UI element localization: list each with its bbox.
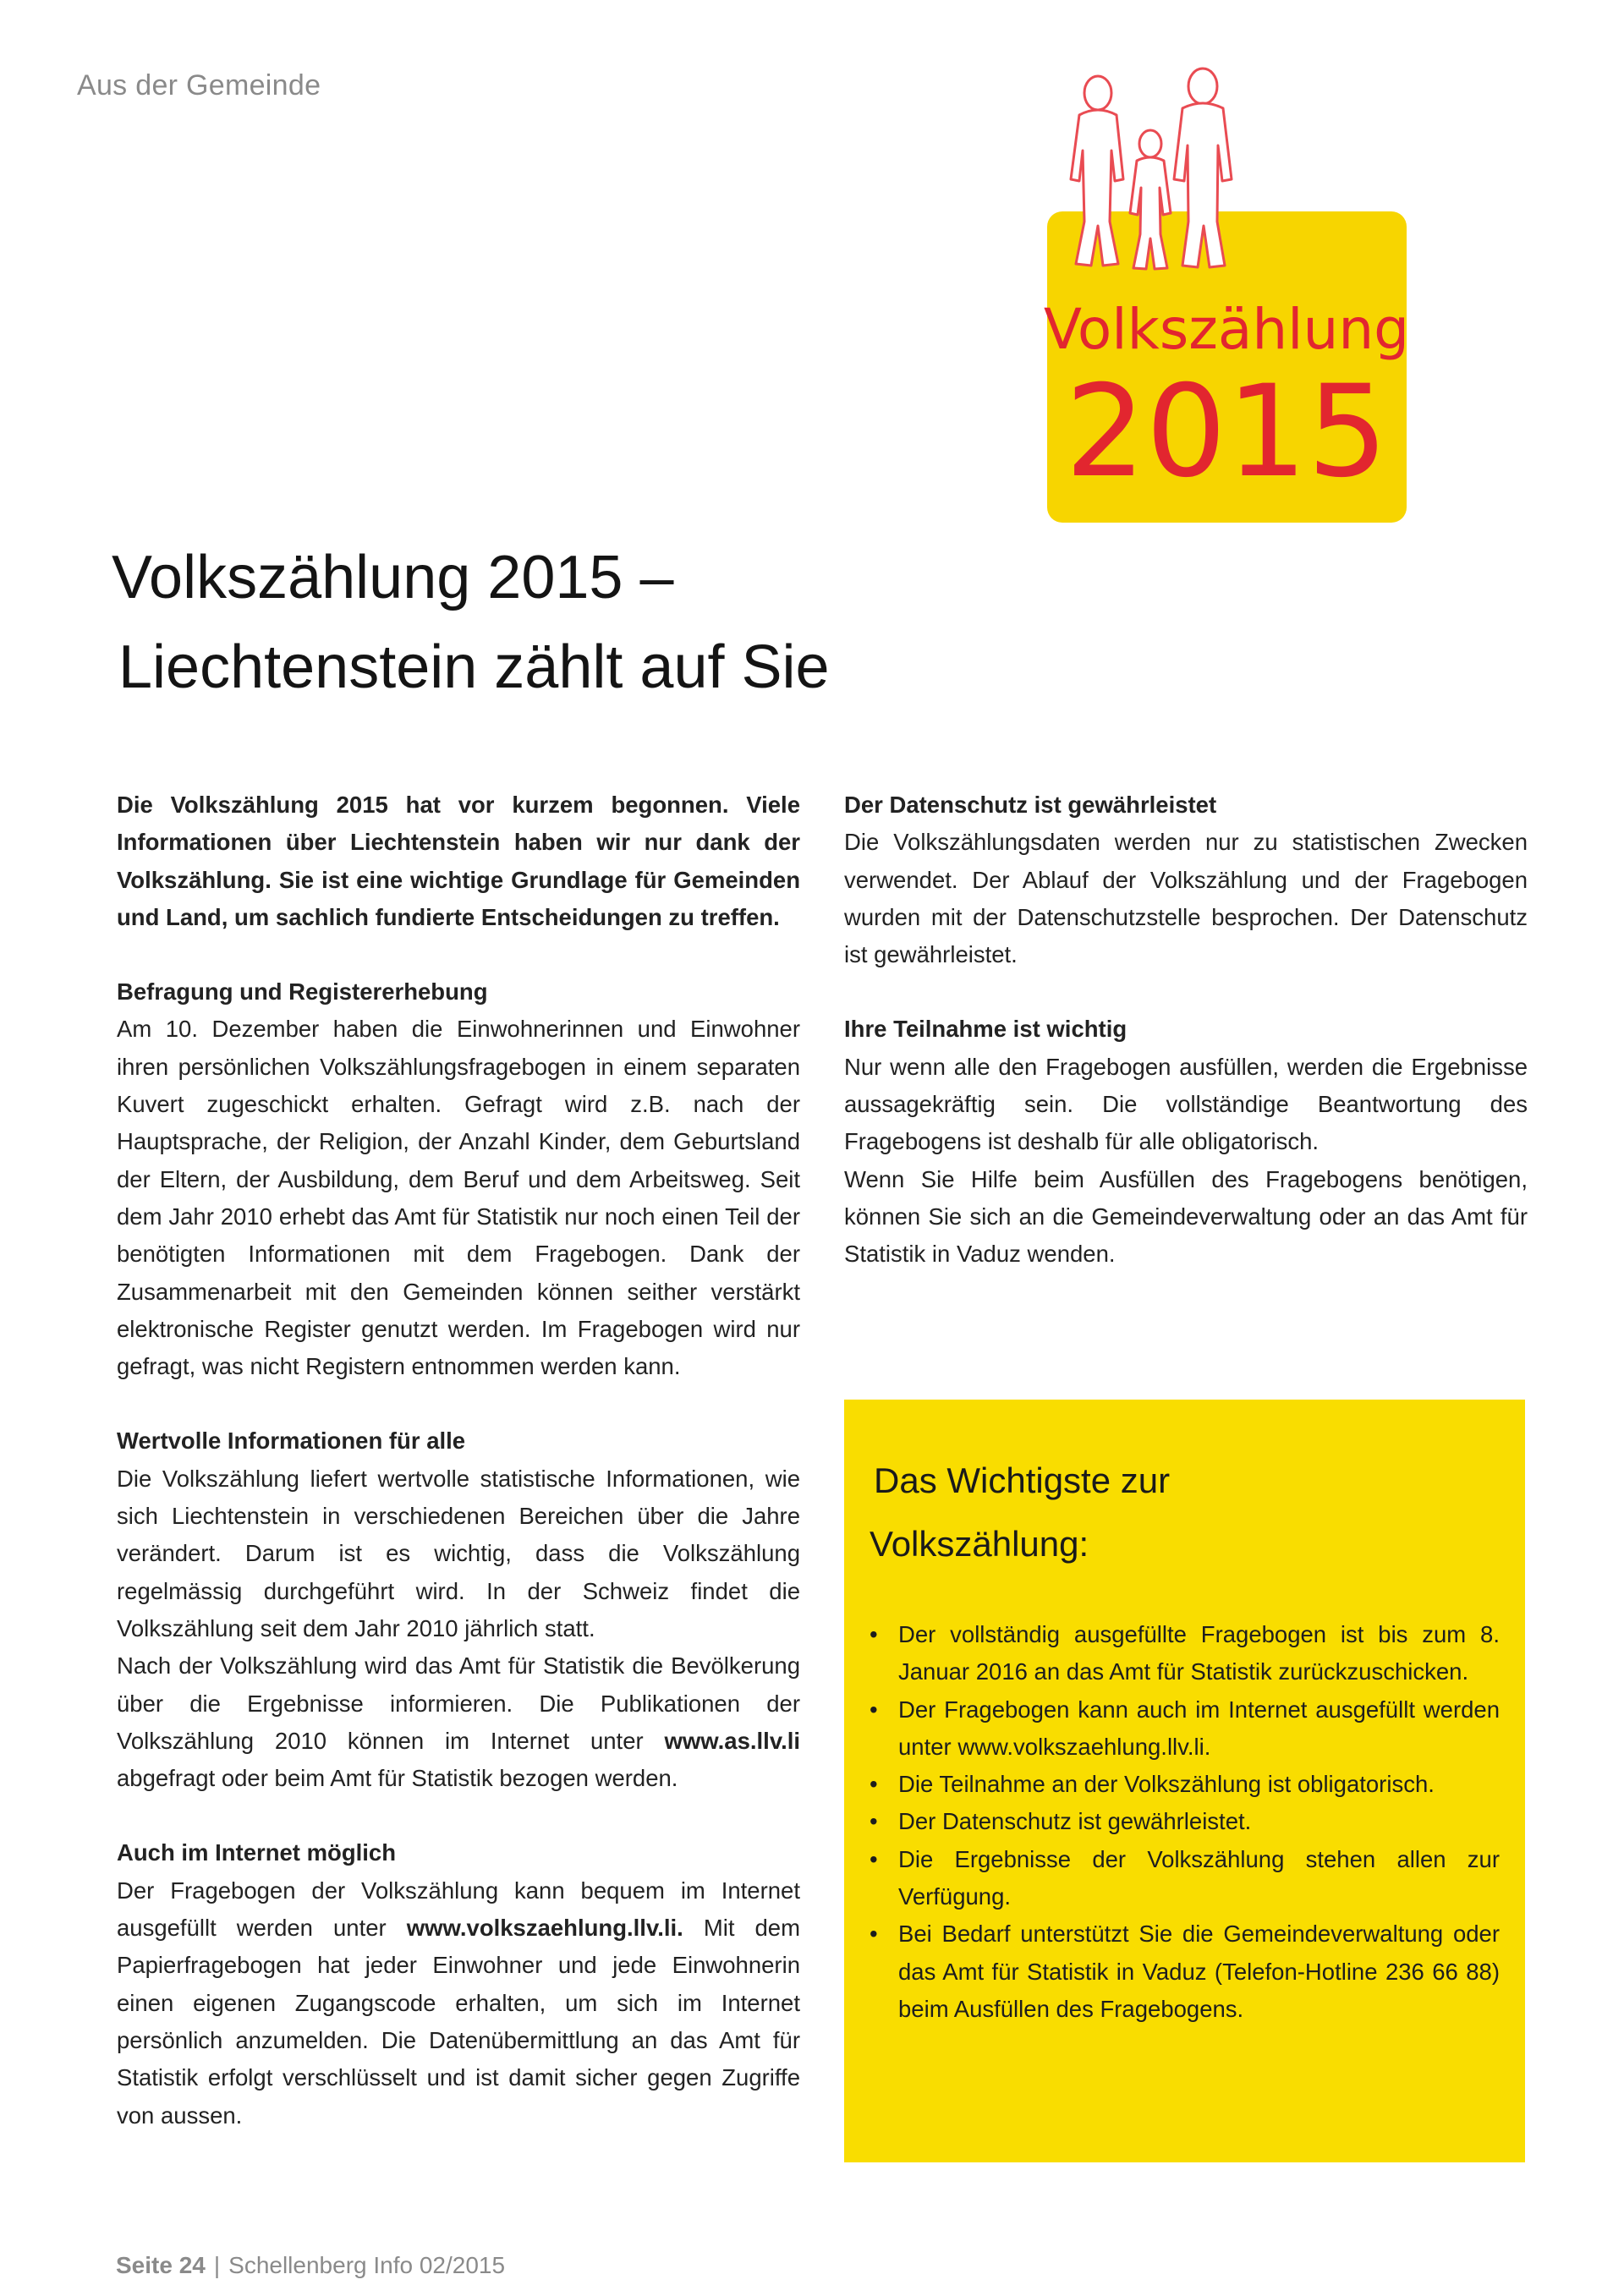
heading-datenschutz: Der Datenschutz ist gewährleistet [844, 792, 1217, 818]
link-as-llv: www.as.llv.li [664, 1727, 800, 1754]
bullet-icon: • [870, 1808, 878, 1835]
text-datenschutz: Die Volkszählungsdaten werden nur zu statistischen Zwecken verwendet. Der Ablauf der Volkszählung und der Fragebogen wurden mit der Datenschutzstelle besprochen. Der Datenschutz ist gewährleistet. [844, 829, 1528, 968]
text-teilnahme-2: Wenn Sie Hilfe beim Ausfüllen des Fragebogens benötigen, können Sie sich an die Gemeindeverwaltung oder an das Amt für Statistik in Vaduz wenden. [844, 1165, 1528, 1268]
logo-word: Volkszählung [1043, 297, 1410, 362]
text-wertvolle-2b: abgefragt oder beim Amt für Statistik bezogen werden. [117, 1765, 678, 1792]
article-title-line-1: Volkszählung 2015 – [112, 544, 674, 611]
article-title-line-2: Liechtenstein zählt auf Sie [118, 633, 830, 701]
heading-teilnahme: Ihre Teilnahme ist wichtig [844, 1016, 1127, 1043]
list-item: • Der vollständig ausgefüllte Fragebogen ist bis zum 8. Januar 2016 an das Amt für Statistik zurückzuschicken. [870, 1616, 1500, 1691]
text-befragung: Am 10. Dezember haben die Einwohnerinnen und Einwohner ihren persönlichen Volkszählungsfragebogen in einem separaten Kuvert zugeschickt erhalten. Gefragt wird z.B. nach der Hauptsprache, der Religion, der Anzahl Kinder, dem Geburtsland der Eltern, der Ausbildung, dem Beruf und dem Arbeitsweg. Seit dem Jahr 2010 erhebt das Amt für Statistik nur noch einen Teil der benötigten Informationen mit dem Fragebogen. Dank der Zusammenarbeit mit den Gemeinden können seither verstärkt elektronische Register genutzt werden. Im Fragebogen wird nur gefragt, was nicht Registern entnommen werden kann. [117, 1016, 800, 1380]
logo-year: 2015 [1065, 359, 1388, 506]
article-title [112, 533, 957, 712]
article-lead: Die Volkszählung 2015 hat vor kurzem begonnen. Viele Informationen über Liechtenstein haben wir nur dank der Volkszählung. Sie ist eine wichtige Grundlage für Gemeinden und Land, um sachlich fundierte Entscheidungen zu treffen. [117, 792, 800, 930]
heading-befragung: Befragung und Registererhebung [117, 978, 488, 1006]
list-item: • Bei Bedarf unterstützt Sie die Gemeindeverwaltung oder das Amt für Statistik in Vaduz (Telefon-Hotline 236 66 88) beim Ausfüllen des Fragebogens. [870, 1915, 1500, 2028]
section-label: Aus der Gemeinde [77, 69, 321, 101]
family-silhouette-icon [1071, 68, 1232, 269]
bullet-icon: • [870, 1921, 878, 1948]
page-footer [116, 2252, 505, 2279]
info-box-title-line-1: Das Wichtigste zur [874, 1460, 1171, 1500]
list-item: • Der Datenschutz ist gewährleistet. [870, 1803, 1500, 1840]
list-item: • Die Teilnahme an der Volkszählung ist obligatorisch. [870, 1766, 1500, 1803]
bullet-icon: • [870, 1621, 878, 1647]
text-internet-a: Der Fragebogen der Volkszählung kann bequem im Internet ausgefüllt werden unter [117, 1877, 800, 1942]
bullet-icon: • [870, 1845, 878, 1872]
list-item: • Der Fragebogen kann auch im Internet ausgefüllt werden unter www.volkszaehlung.llv.li. [870, 1691, 1500, 1767]
text-wertvolle-2a: Nach der Volkszählung wird das Amt für Statistik die Bevölkerung über die Ergebnisse informieren. Die Publikationen der Volkszählung 2010 können im Internet unter [117, 1652, 800, 1754]
heading-internet: Auch im Internet möglich [117, 1839, 397, 1866]
footer-separator: | [213, 2252, 221, 2278]
publication-name: Schellenberg Info 02/2015 [228, 2252, 506, 2278]
bullet-icon: • [870, 1696, 878, 1723]
text-internet-b: Mit dem Papierfragebogen hat jeder Einwohner und jede Einwohnerin einen eigenen Zugangscode erhalten, um sich im Internet persönlich anzumelden. Die Datenübermittlung an das Amt für Statistik erfolgt verschlüsselt und ist damit sicher gegen Zugriffe von aussen. [117, 1915, 801, 2129]
info-box-title-line-2: Volkszählung: [870, 1524, 1089, 1564]
info-box [844, 1400, 1525, 2162]
left-column [117, 786, 800, 2134]
link-volkszaehlung: www.volkszaehlung.llv.li. [406, 1915, 683, 1942]
info-box-list [870, 1616, 1500, 2028]
text-wertvolle-2 [117, 1647, 800, 1797]
text-teilnahme-1: Nur wenn alle den Fragebogen ausfüllen, werden die Ergebnisse aussagekräftig sein. Die vollständige Beantwortung des Fragebogens ist deshalb für alle obligatorisch. [844, 1053, 1528, 1155]
volkszaehlung-logo [1023, 52, 1421, 530]
info-box-title [870, 1449, 1500, 1575]
list-item: • Die Ergebnisse der Volkszählung stehen allen zur Verfügung. [870, 1841, 1500, 1916]
text-wertvolle-1: Die Volkszählung liefert wertvolle statistische Informationen, wie sich Liechtenstein in verschiedenen Bereichen über die Jahre verändert. Darum ist es wichtig, dass die Volkszählung regelmässig durchgeführt wird. In der Schweiz findet die Volkszählung seit dem Jahr 2010 jährlich statt. [117, 1465, 800, 1641]
page-number: Seite 24 [116, 2252, 206, 2278]
right-column [844, 786, 1528, 1274]
heading-wertvolle: Wertvolle Informationen für alle [117, 1427, 466, 1455]
text-internet [117, 1872, 800, 2134]
bullet-icon: • [870, 1771, 878, 1798]
